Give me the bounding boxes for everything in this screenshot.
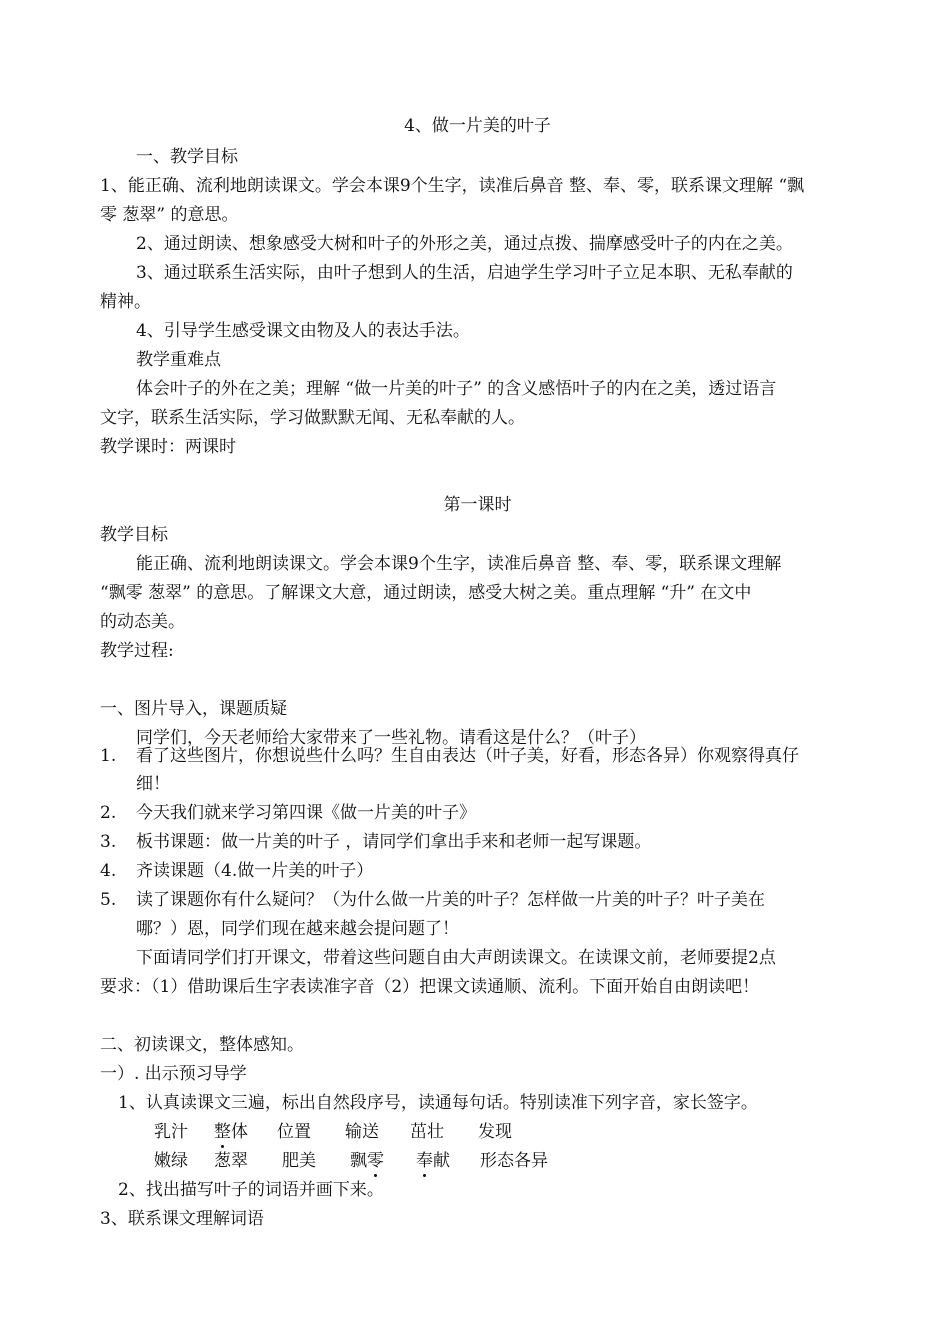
list-number: 1. xyxy=(100,746,117,766)
goal-1-line-1: 1、能正确、流利地朗读课文。学会本课9个生字，读准后鼻音 整、奉、零，联系课文理解 “飘 xyxy=(100,176,805,196)
goal-3-line-1: 3、通过联系生活实际，由叶子想到人的生活，启迪学生学习叶子立足本职、无私奉献的 xyxy=(136,263,793,283)
teaching-hours: 教学课时：两课时 xyxy=(100,437,236,457)
word: 发现 xyxy=(478,1122,512,1142)
section-heading-goals: 一、教学目标 xyxy=(136,147,238,167)
reading-instructions-line-1: 下面请同学们打开课文，带着这些问题自由大声朗读课文。在读课文前，老师要提2点 xyxy=(136,948,776,968)
word: 肥美 xyxy=(282,1151,316,1171)
task-3: 3、联系课文理解词语 xyxy=(100,1209,264,1229)
part-1-heading: 一、图片导入，课题质疑 xyxy=(100,699,287,719)
goal-3-line-2: 精神。 xyxy=(100,292,151,312)
lesson-goals-line-2: “飘零 葱翠” 的意思。了解课文大意，通过朗读，感受大树之美。重点理解 “升” 在文中 xyxy=(100,583,752,603)
goal-1-line-2: 零 葱翠” 的意思。 xyxy=(100,205,239,225)
list-number: 4. xyxy=(100,861,117,881)
goal-2: 2、通过朗读、想象感受大树和叶子的外形之美，通过点拨、揣摩感受叶子的内在之美。 xyxy=(136,234,793,254)
word: 输送 xyxy=(345,1122,379,1142)
list-number: 2. xyxy=(100,803,117,823)
key-points-line-1: 体会叶子的外在之美；理解 “做一片美的叶子” 的含义感悟叶子的内在之美，透过语言 xyxy=(136,379,777,399)
process-heading: 教学过程: xyxy=(100,641,174,661)
list-item-2: 今天我们就来学习第四课《做一片美的叶子》 xyxy=(136,803,476,823)
word: 位置 xyxy=(277,1122,311,1142)
lesson-goals-heading: 教学目标 xyxy=(100,525,168,545)
part-2-heading: 二、初读课文，整体感知。 xyxy=(100,1035,304,1055)
list-number: 3. xyxy=(100,832,117,852)
list-item-5-line-1: 读了课题你有什么疑问？（为什么做一片美的叶子？怎样做一片美的叶子？叶子美在 xyxy=(136,890,765,910)
list-number: 5. xyxy=(100,890,117,910)
list-item-1-line-1: 看了这些图片，你想说些什么吗？生自由表达（叶子美，好看，形态各异）你观察得真仔 xyxy=(136,746,799,766)
lesson-goals-line-3: 的动态美。 xyxy=(100,612,185,632)
dotted-char: 零 xyxy=(367,1151,384,1171)
word: 葱翠 xyxy=(214,1151,248,1171)
list-item-3: 板书课题：做一片美的叶子 ，请同学们拿出手来和老师一起写课题。 xyxy=(136,832,652,852)
sub-heading-preview: 一）. 出示预习导学 xyxy=(100,1064,247,1084)
dotted-char: 奉 xyxy=(416,1151,433,1171)
word: 嫩绿 xyxy=(154,1151,188,1171)
lesson-goals-line-1: 能正确、流利地朗读课文。学会本课9个生字，读准后鼻音 整、奉、零，联系课文理解 xyxy=(136,554,782,574)
task-1: 1、认真读课文三遍，标出自然段序号，读通每句话。特别读准下列字音，家长签字。 xyxy=(118,1093,758,1113)
word: 飘零 xyxy=(350,1151,384,1171)
word: 奉献 xyxy=(416,1151,450,1171)
list-item-4: 齐读课题（4.做一片美的叶子） xyxy=(136,861,374,881)
word: 乳汁 xyxy=(154,1122,188,1142)
reading-instructions-line-2: 要求：（1）借助课后生字表读准字音（2）把课文读通顺、流利。下面开始自由朗读吧！ xyxy=(100,977,760,997)
word: 茁壮 xyxy=(410,1122,444,1142)
page-title: 4、做一片美的叶子 xyxy=(404,116,551,136)
word: 形态各异 xyxy=(480,1151,548,1171)
key-points-heading: 教学重难点 xyxy=(136,350,221,370)
dotted-char: 整 xyxy=(214,1122,231,1142)
part-1-intro: 同学们，今天老师给大家带来了一些礼物。请看这是什么？（叶子） xyxy=(136,728,646,748)
task-2: 2、找出描写叶子的词语并画下来。 xyxy=(118,1180,384,1200)
lesson-1-title: 第一课时 xyxy=(443,495,512,515)
key-points-line-2: 文字，联系生活实际，学习做默默无闻、无私奉献的人。 xyxy=(100,408,525,428)
word: 整体 xyxy=(214,1122,248,1142)
goal-4: 4、引导学生感受课文由物及人的表达手法。 xyxy=(136,321,470,341)
list-item-5-line-2: 哪？）恩，同学们现在越来越会提问题了！ xyxy=(136,919,459,939)
list-item-1-line-2: 细！ xyxy=(136,774,170,794)
